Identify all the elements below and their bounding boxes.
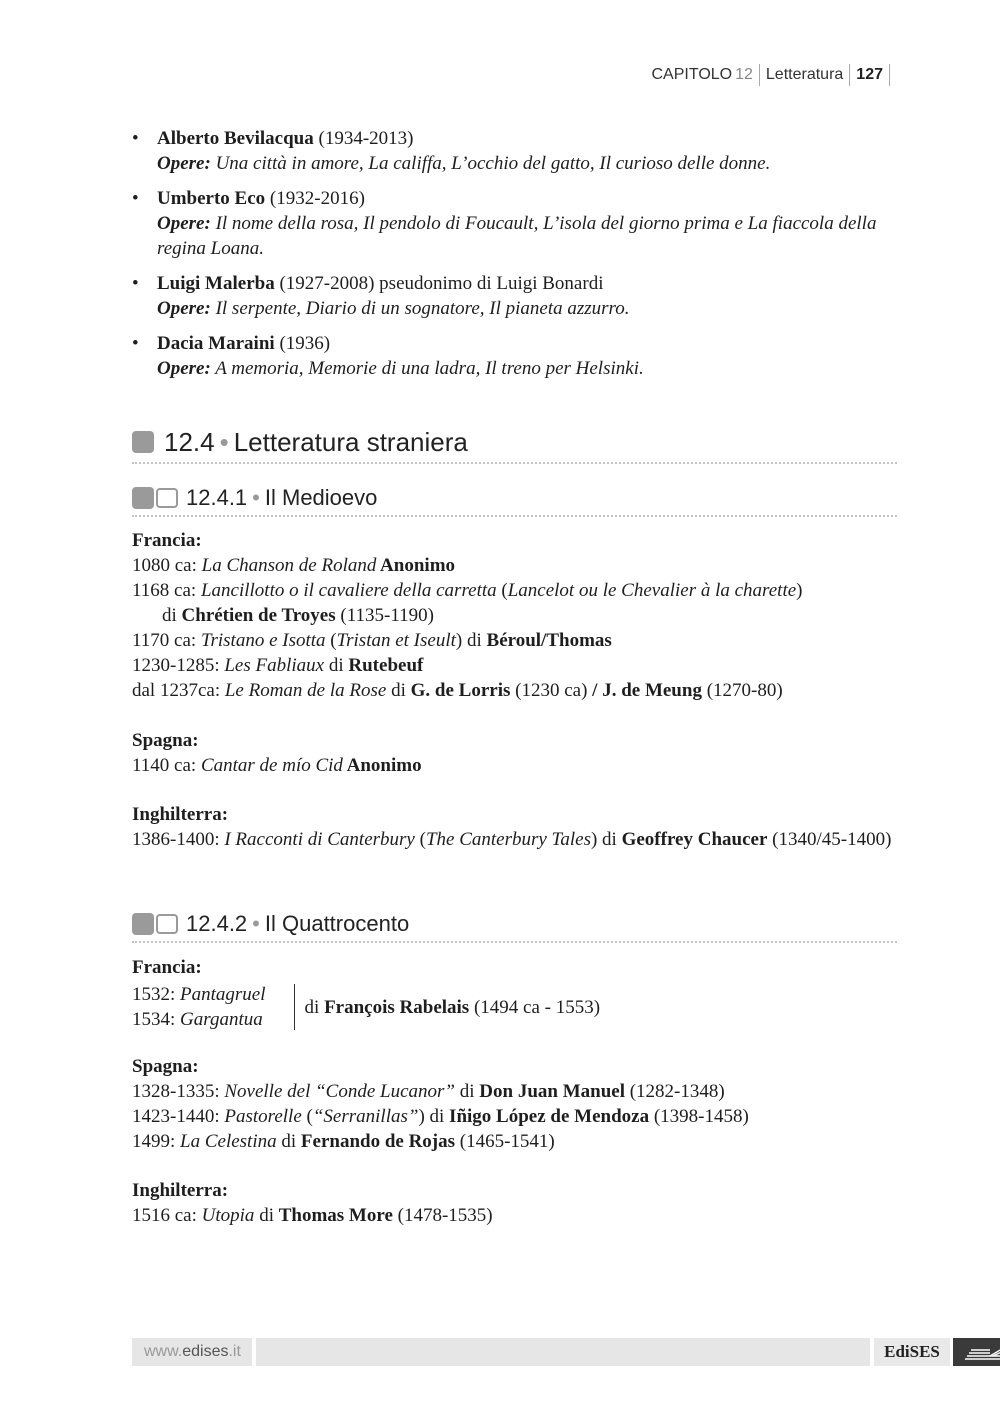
medioevo-inghilterra xyxy=(132,802,898,852)
country-label: Spagna: xyxy=(132,730,199,751)
entry-work: La Chanson de Roland xyxy=(201,555,377,576)
paren-close: ) di xyxy=(590,829,622,850)
entry-work: Pastorelle xyxy=(224,1106,302,1127)
entry-line xyxy=(132,753,898,778)
header-divider xyxy=(849,64,850,86)
subsection-outline-square-icon xyxy=(156,914,178,934)
entry-dates: (1270-80) xyxy=(701,680,783,701)
entry-author: Béroul/Thomas xyxy=(486,630,612,651)
entry-date: 1532: xyxy=(132,984,181,1005)
works-label: Opere: xyxy=(157,153,211,174)
entry-author: Thomas More xyxy=(278,1205,393,1226)
entry-line xyxy=(132,578,898,603)
author-item xyxy=(132,271,900,321)
entry-line xyxy=(132,653,898,678)
quattrocento-inghilterra xyxy=(132,1178,898,1228)
entry-dates: (1340/45-1400) xyxy=(767,829,892,850)
country-label: Inghilterra: xyxy=(132,804,229,825)
running-header xyxy=(651,62,896,88)
country-label: Francia: xyxy=(132,957,202,978)
author-item xyxy=(132,186,900,261)
entry-author: Fernando de Rojas xyxy=(300,1131,456,1152)
subsection-square-icon xyxy=(132,487,154,509)
separator-dot-icon: • xyxy=(252,911,260,936)
entry-work: Pantagruel xyxy=(180,984,266,1005)
subsection-heading xyxy=(132,907,897,943)
works-label: Opere: xyxy=(157,298,211,319)
open-book-icon xyxy=(953,1338,1000,1366)
author-dates: (1934-2013) xyxy=(313,128,414,149)
bullet-icon: • xyxy=(132,273,139,294)
entry-work: Gargantua xyxy=(180,1009,263,1030)
country-label: Inghilterra: xyxy=(132,1180,229,1201)
medioevo-francia xyxy=(132,528,898,703)
country-label: Spagna: xyxy=(132,1056,199,1077)
page-number: 127 xyxy=(856,66,883,83)
separator-dot-icon: • xyxy=(252,485,260,510)
entry-di: di xyxy=(304,996,325,1018)
entry-line xyxy=(132,628,898,653)
entry-dates: (1282-1348) xyxy=(624,1081,725,1102)
author-list xyxy=(132,126,900,391)
chapter-label: CAPITOLO xyxy=(651,66,733,83)
entry-date: 1168 ca: xyxy=(132,580,201,601)
author-name: Alberto Bevilacqua xyxy=(157,128,314,149)
section-heading xyxy=(132,422,897,464)
entry-dates: (1135-1190) xyxy=(335,605,434,626)
entry-date: 1516 ca: xyxy=(132,1205,202,1226)
entry-line xyxy=(132,827,898,852)
entry-date: 1170 ca: xyxy=(132,630,201,651)
entry-dates: (1398-1458) xyxy=(649,1106,749,1127)
entry-line xyxy=(132,1079,898,1104)
entry-line xyxy=(132,678,898,703)
entry-di: di xyxy=(254,1205,279,1226)
entry-author: Geoffrey Chaucer xyxy=(621,829,768,850)
author-name: Dacia Maraini xyxy=(157,333,275,354)
subsection-number: 12.4.2 xyxy=(186,911,248,936)
paren-close: ) di xyxy=(418,1106,450,1127)
author-name: Umberto Eco xyxy=(157,188,266,209)
entry-work: Cantar de mío Cid xyxy=(200,755,343,776)
subsection-square-icon xyxy=(132,913,154,935)
subsection-heading xyxy=(132,481,897,517)
entry-dates: (1478-1535) xyxy=(392,1205,493,1226)
subsection-title: Il Medioevo xyxy=(264,485,378,510)
paren-open: ( xyxy=(301,1106,313,1127)
entry-date: 1534: xyxy=(132,1009,181,1030)
entry-original-title: Tristan et Iseult xyxy=(336,630,456,651)
section-square-icon xyxy=(132,431,154,453)
entry-dates: (1494 ca - 1553) xyxy=(469,996,601,1018)
entry-author: Iñigo López de Mendoza xyxy=(449,1106,650,1127)
entry-slash: / xyxy=(592,680,598,701)
author-dates: (1932-2016) xyxy=(265,188,365,209)
bullet-icon: • xyxy=(132,128,139,149)
bullet-icon: • xyxy=(132,333,139,354)
entry-date: 1140 ca: xyxy=(132,755,201,776)
entry-work: Lancillotto o il cavaliere della carretta xyxy=(200,580,497,601)
entry-line xyxy=(132,1129,898,1154)
entry-date: 1386-1400: xyxy=(132,829,225,850)
subsection-title: Il Quattrocento xyxy=(264,911,410,936)
author-item xyxy=(132,331,900,381)
entry-date: dal 1237ca: xyxy=(132,680,225,701)
footer-bar xyxy=(256,1338,870,1366)
entry-date: 1230-1285: xyxy=(132,655,225,676)
entry-line xyxy=(132,1203,898,1228)
country-label: Francia: xyxy=(132,530,202,551)
entry-work: La Celestina xyxy=(180,1131,277,1152)
author-item xyxy=(132,126,900,176)
entry-dates: (1230 ca) xyxy=(510,680,593,701)
entry-work: Tristano e Isotta xyxy=(200,630,326,651)
section-number: 12.4 xyxy=(164,426,215,457)
entry-di: di xyxy=(386,680,411,701)
publisher-name: EdiSES xyxy=(874,1338,950,1366)
url-site: edises xyxy=(182,1343,229,1360)
entry-dates: (1465-1541) xyxy=(455,1131,555,1152)
entry-work: Utopia xyxy=(201,1205,255,1226)
entry-original-title: “Serranillas” xyxy=(312,1106,419,1127)
entry-line xyxy=(132,553,898,578)
entry-di: di xyxy=(162,605,182,626)
entry-author: Anonimo xyxy=(376,555,456,576)
entry-author: Chrétien de Troyes xyxy=(181,605,336,626)
works-list: Il serpente, Diario di un sognatore, Il pianeta azzurro. xyxy=(210,298,630,319)
paren-open: ( xyxy=(496,580,508,601)
entry-author: G. de Lorris xyxy=(410,680,511,701)
chapter-title: Letteratura xyxy=(765,66,844,83)
quattrocento-francia-label xyxy=(132,955,898,980)
subsection-number: 12.4.1 xyxy=(186,485,248,510)
bracket-line xyxy=(294,984,295,1030)
entry-date: 1499: xyxy=(132,1131,181,1152)
author-name: Luigi Malerba xyxy=(157,273,275,294)
url-prefix: www. xyxy=(144,1343,183,1360)
header-divider xyxy=(889,64,890,86)
works-list: Una città in amore, La califfa, L’occhio del gatto, Il curioso delle donne. xyxy=(210,153,771,174)
works-list: A memoria, Memorie di una ladra, Il treno per Helsinki. xyxy=(210,358,644,379)
url-tld: .it xyxy=(228,1343,241,1360)
bracket-author xyxy=(305,995,601,1020)
author-dates: (1936) xyxy=(274,333,331,354)
website-url[interactable] xyxy=(132,1338,252,1366)
entry-work: I Racconti di Canterbury xyxy=(224,829,415,850)
entry-di: di xyxy=(455,1081,480,1102)
entry-author: François Rabelais xyxy=(324,996,470,1018)
quattrocento-francia-bracket xyxy=(132,982,600,1032)
entry-original-title: Lancelot ou le Chevalier à la charette xyxy=(507,580,797,601)
entry-di: di xyxy=(276,1131,301,1152)
medioevo-spagna xyxy=(132,728,898,778)
works-label: Opere: xyxy=(157,213,211,234)
entry-original-title: The Canterbury Tales xyxy=(425,829,591,850)
paren-close: ) xyxy=(796,580,803,601)
header-divider xyxy=(759,64,760,86)
works-label: Opere: xyxy=(157,358,211,379)
subsection-outline-square-icon xyxy=(156,488,178,508)
works-column xyxy=(132,982,294,1032)
entry-date: 1423-1440: xyxy=(132,1106,225,1127)
quattrocento-spagna xyxy=(132,1054,898,1154)
entry-author: Rutebeuf xyxy=(348,655,424,676)
entry-author: Anonimo xyxy=(342,755,422,776)
entry-work: Le Roman de la Rose xyxy=(224,680,387,701)
entry-author: J. de Meung xyxy=(597,680,702,701)
bullet-icon: • xyxy=(132,188,139,209)
entry-work: Les Fabliaux xyxy=(224,655,325,676)
entry-di: di xyxy=(324,655,349,676)
entry-work: Novelle del “Conde Lucanor” xyxy=(224,1081,455,1102)
section-title: Letteratura straniera xyxy=(233,426,468,457)
entry-author: Don Juan Manuel xyxy=(479,1081,625,1102)
chapter-number: 12 xyxy=(735,66,753,83)
works-list: Il nome della rosa, Il pendolo di Foucault, L’isola del giorno prima e La fiaccola della regina Loana. xyxy=(157,213,877,259)
page-footer xyxy=(132,1338,1000,1366)
entry-date: 1080 ca: xyxy=(132,555,202,576)
entry-date: 1328-1335: xyxy=(132,1081,225,1102)
paren-open: ( xyxy=(414,829,426,850)
author-dates: (1927-2008) pseudonimo di Luigi Bonardi xyxy=(274,273,604,294)
paren-open: ( xyxy=(325,630,337,651)
entry-line-continued xyxy=(132,603,898,628)
paren-close: ) di xyxy=(455,630,487,651)
entry-line xyxy=(132,1104,898,1129)
separator-dot-icon: • xyxy=(219,426,229,457)
